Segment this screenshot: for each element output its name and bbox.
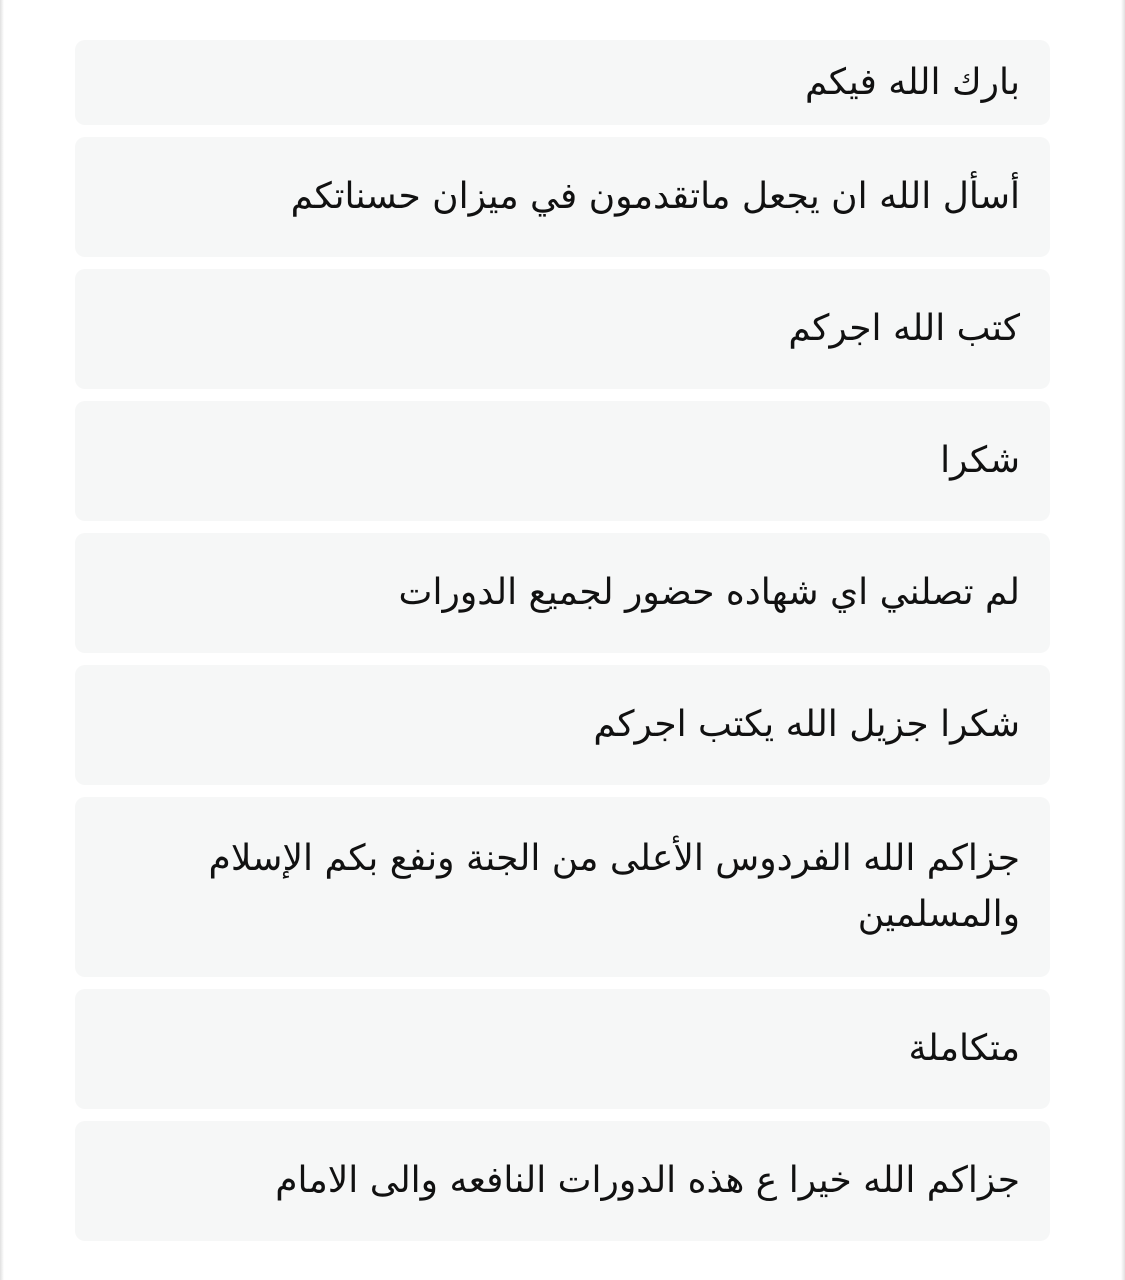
answer-card	[75, 665, 1050, 785]
answer-text: كتب الله اجركم	[788, 308, 1020, 349]
answer-card	[75, 40, 1050, 125]
answer-text: جزاكم الله الفردوس الأعلى من الجنة ونفع بكم الإسلام والمسلمين	[208, 838, 1020, 935]
answer-card	[75, 1121, 1050, 1241]
answer-card	[75, 989, 1050, 1109]
right-edge	[1121, 0, 1125, 1280]
answer-text: شكرا جزيل الله يكتب اجركم	[593, 704, 1020, 745]
answer-text: بارك الله فيكم	[804, 61, 1020, 103]
answer-text: لم تصلني اي شهاده حضور لجميع الدورات	[398, 572, 1020, 613]
answer-card	[75, 797, 1050, 977]
answer-text: شكرا	[940, 440, 1020, 481]
answer-text: أسأل الله ان يجعل ماتقدمون في ميزان حسناتكم	[290, 176, 1020, 217]
answer-card	[75, 401, 1050, 521]
answer-card	[75, 137, 1050, 257]
left-edge	[0, 0, 4, 1280]
answer-text: جزاكم الله خيرا ع هذه الدورات النافعه والى الامام	[275, 1160, 1020, 1201]
answer-text: متكاملة	[908, 1028, 1020, 1069]
answer-card	[75, 533, 1050, 653]
answer-card	[75, 269, 1050, 389]
